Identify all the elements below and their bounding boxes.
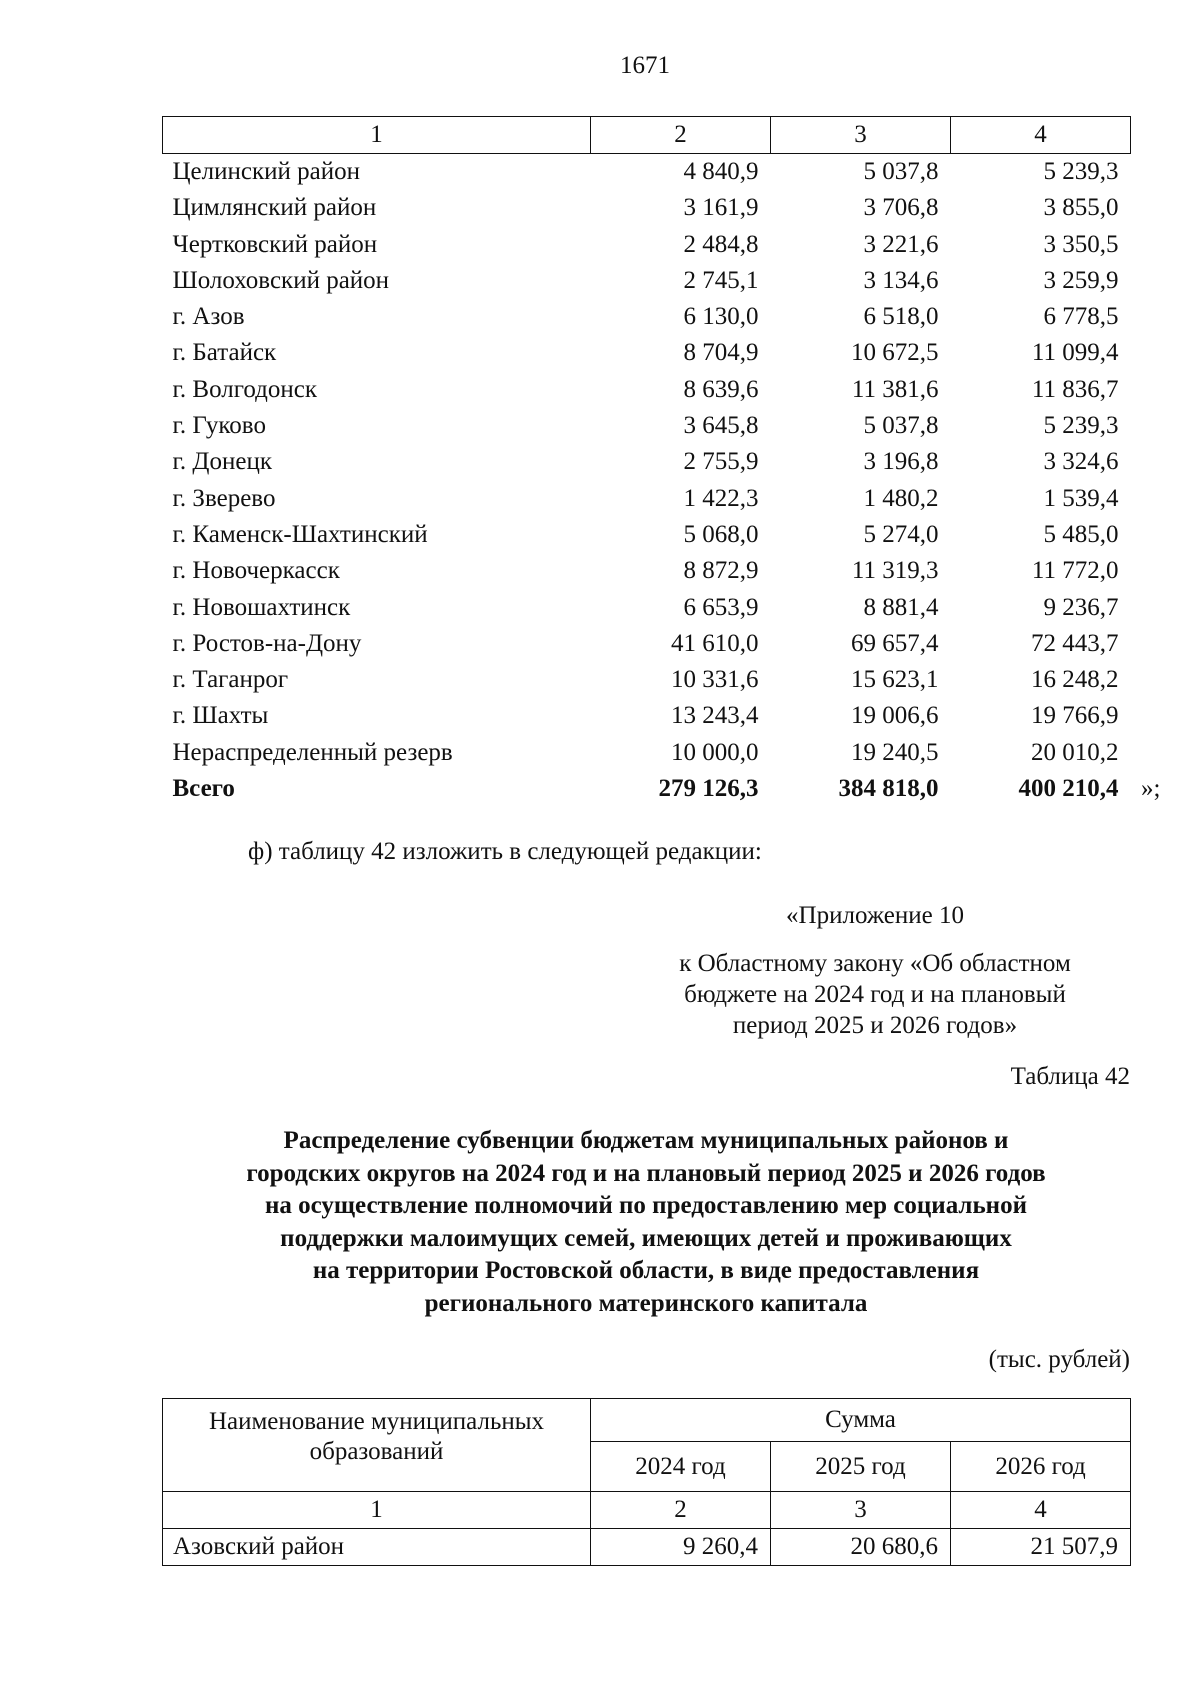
table-heading xyxy=(160,1125,1132,1320)
municipality-name: г. Батайск xyxy=(172,339,277,367)
heading-line: городских округов на 2024 год и на плановый период 2025 и 2026 годов xyxy=(246,1159,1046,1187)
value-2026: 11 836,7 xyxy=(1031,375,1119,403)
municipality-name: г. Каменск-Шахтинский xyxy=(172,520,428,548)
value-2024: 4 840,9 xyxy=(683,158,759,185)
municipality-name: Нераспределенный резерв xyxy=(172,738,453,766)
value-2025: 19 240,5 xyxy=(851,738,939,766)
value-2026: 72 443,7 xyxy=(1031,629,1119,657)
value-2025: 5 037,8 xyxy=(863,158,939,185)
value-2024: 10 331,6 xyxy=(671,666,759,694)
value-2026: 11 099,4 xyxy=(1031,339,1119,367)
value-2024: 5 068,0 xyxy=(683,520,759,548)
municipality-name: г. Зверево xyxy=(172,484,276,512)
heading-line: поддержки малоимущих семей, имеющих детей и проживающих xyxy=(280,1224,1012,1252)
annex-reference xyxy=(640,948,1110,1041)
value-2025: 3 221,6 xyxy=(863,230,939,258)
column-number: 4 xyxy=(951,1492,1131,1529)
value-2025: 19 006,6 xyxy=(851,702,939,730)
table-row xyxy=(163,626,1131,662)
value-2024: 8 872,9 xyxy=(683,557,759,585)
year-header: 2026 год xyxy=(951,1442,1131,1492)
value-2026: 9 236,7 xyxy=(1043,593,1119,621)
annex-line: период 2025 и 2026 годов» xyxy=(732,1012,1018,1039)
quote-close: »; xyxy=(1141,775,1161,803)
table-row xyxy=(163,299,1131,335)
value-2024: 3 645,8 xyxy=(683,412,759,440)
value-2026: 3 855,0 xyxy=(1043,194,1119,222)
municipality-name: г. Таганрог xyxy=(172,666,289,694)
annex-line: к Областному закону «Об областном xyxy=(679,950,1071,977)
value-2025: 5 037,8 xyxy=(863,412,939,440)
table-row xyxy=(163,227,1131,263)
year-header: 2024 год xyxy=(591,1442,771,1492)
table-row xyxy=(163,444,1131,480)
value-2026: 19 766,9 xyxy=(1031,702,1119,730)
value-2026: 1 539,4 xyxy=(1043,484,1119,512)
heading-line: регионального материнского капитала xyxy=(424,1289,868,1317)
table-row xyxy=(163,1529,1131,1566)
value-2024: 2 484,8 xyxy=(683,230,759,258)
amendment-text: ф) таблицу 42 изложить в следующей редакции: xyxy=(248,838,762,865)
municipality-name: г. Шахты xyxy=(172,702,269,730)
municipality-name: Шолоховский район xyxy=(172,266,390,294)
value-2024: 8 704,9 xyxy=(683,339,759,367)
municipality-name: г. Донецк xyxy=(172,448,272,476)
table-row xyxy=(163,481,1131,517)
column-number: 3 xyxy=(771,117,951,154)
value-2025: 1 480,2 xyxy=(863,484,939,512)
table-row xyxy=(163,698,1131,734)
page-number: 1671 xyxy=(620,52,670,79)
value-2024: 6 130,0 xyxy=(683,303,759,331)
table-continuation xyxy=(162,116,1161,807)
value-2025: 5 274,0 xyxy=(863,520,939,548)
total-2025: 384 818,0 xyxy=(838,775,939,803)
value-2025: 10 672,5 xyxy=(851,339,939,367)
value-2024: 41 610,0 xyxy=(671,629,759,657)
total-2026: 400 210,4 xyxy=(1018,775,1119,803)
table-row xyxy=(163,590,1131,626)
value-2024: 2 755,9 xyxy=(683,448,759,476)
table-row xyxy=(163,517,1131,553)
value-2026: 3 324,6 xyxy=(1043,448,1119,476)
table-row xyxy=(163,408,1131,444)
value-2026: 5 239,3 xyxy=(1043,412,1119,440)
column-number: 3 xyxy=(771,1492,951,1529)
total-2024: 279 126,3 xyxy=(658,775,759,803)
value-2026: 3 350,5 xyxy=(1043,230,1119,258)
table-row xyxy=(163,154,1131,191)
annex-line: бюджете на 2024 год и на плановый xyxy=(684,981,1066,1008)
value-2026: 20 010,2 xyxy=(1031,738,1119,766)
value-2024: 10 000,0 xyxy=(671,738,759,766)
value-2026: 21 507,9 xyxy=(951,1529,1131,1566)
value-2025: 8 881,4 xyxy=(863,593,939,621)
value-2026: 6 778,5 xyxy=(1043,303,1119,331)
year-header: 2025 год xyxy=(771,1442,951,1492)
value-2024: 1 422,3 xyxy=(683,484,759,512)
value-2025: 20 680,6 xyxy=(771,1529,951,1566)
municipality-name: г. Новошахтинск xyxy=(172,593,351,621)
municipality-name: г. Новочеркасск xyxy=(172,557,340,585)
municipality-name: г. Гуково xyxy=(172,412,266,440)
units-label: (тыс. рублей) xyxy=(988,1346,1130,1373)
value-2024: 2 745,1 xyxy=(683,266,759,294)
value-2026: 3 259,9 xyxy=(1043,266,1119,294)
table-row xyxy=(163,553,1131,589)
heading-line: на осуществление полномочий по предоставлению мер социальной xyxy=(265,1192,1027,1219)
heading-line: Распределение субвенции бюджетам муниципальных районов и xyxy=(283,1127,1009,1154)
table-row xyxy=(163,190,1131,226)
municipality-name: г. Ростов-на-Дону xyxy=(172,629,362,657)
table-42 xyxy=(162,1398,1131,1566)
municipality-name: Азовский район xyxy=(163,1529,591,1566)
value-2026: 11 772,0 xyxy=(1031,557,1119,585)
value-2024: 13 243,4 xyxy=(671,702,759,730)
table-column-numbers xyxy=(163,1492,1131,1529)
table-label: Таблица 42 xyxy=(1010,1063,1130,1090)
annex-title: «Приложение 10 xyxy=(786,902,964,929)
column-number: 4 xyxy=(951,117,1131,154)
value-2024: 8 639,6 xyxy=(683,375,759,403)
table-row xyxy=(163,662,1131,698)
value-2025: 6 518,0 xyxy=(863,303,939,331)
heading-line: на территории Ростовской области, в виде предоставления xyxy=(312,1257,980,1284)
value-2025: 15 623,1 xyxy=(851,666,939,694)
column-number: 2 xyxy=(591,117,771,154)
column-number: 1 xyxy=(163,117,591,154)
municipality-name: Целинский район xyxy=(172,158,360,185)
value-2025: 3 196,8 xyxy=(863,448,939,476)
table-row xyxy=(163,372,1131,408)
total-label: Всего xyxy=(172,775,235,803)
municipality-name: Цимлянский район xyxy=(172,194,377,222)
municipality-name: Чертковский район xyxy=(172,230,378,258)
value-2025: 11 381,6 xyxy=(851,375,939,403)
value-2024: 6 653,9 xyxy=(683,593,759,621)
value-2025: 3 706,8 xyxy=(863,194,939,222)
column-number: 1 xyxy=(163,1492,591,1529)
table-row xyxy=(163,735,1131,771)
table-total-row xyxy=(163,771,1131,807)
value-2026: 5 239,3 xyxy=(1043,158,1119,185)
municipality-name: г. Азов xyxy=(172,303,245,331)
table-column-numbers xyxy=(163,117,1131,154)
value-2024: 3 161,9 xyxy=(683,194,759,222)
municipality-name: г. Волгодонск xyxy=(172,375,318,403)
table-row xyxy=(163,263,1131,299)
value-2024: 9 260,4 xyxy=(591,1529,771,1566)
table-row xyxy=(163,335,1131,371)
value-2026: 5 485,0 xyxy=(1043,520,1119,548)
column-number: 2 xyxy=(591,1492,771,1529)
value-2025: 69 657,4 xyxy=(851,629,939,657)
name-column-header: Наименование муниципальных образований xyxy=(163,1399,591,1492)
sum-header: Сумма xyxy=(591,1399,1131,1442)
value-2025: 11 319,3 xyxy=(851,557,939,585)
value-2026: 16 248,2 xyxy=(1031,666,1119,694)
value-2025: 3 134,6 xyxy=(863,266,939,294)
